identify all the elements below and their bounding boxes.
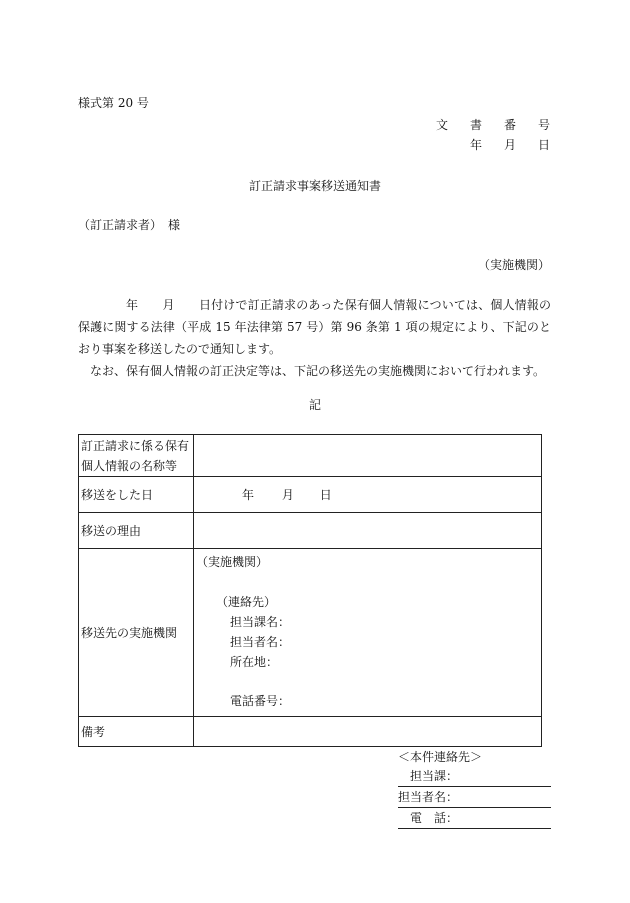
- contact-phone-line: [398, 809, 551, 829]
- issue-date: [470, 138, 550, 152]
- remarks-value: [194, 717, 542, 747]
- form-number: 様式第 20 号: [78, 96, 149, 110]
- table-row: [79, 549, 542, 717]
- table-row: [79, 477, 542, 513]
- document-number-char: 番: [503, 118, 516, 132]
- contact-person-label: 担当者名：: [398, 790, 459, 804]
- date-month: 月: [503, 138, 516, 152]
- transfer-date-month: 月: [281, 487, 294, 502]
- transfer-reason-value: [194, 513, 542, 549]
- contact-phone-label: 電 話：: [410, 811, 459, 825]
- addressee: （訂正請求者） 様: [78, 218, 181, 232]
- info-name-value: [194, 435, 542, 477]
- contact-section-line: [398, 767, 551, 787]
- document-number-char: 文: [436, 118, 449, 132]
- date-year: 年: [470, 138, 483, 152]
- ki-heading: 記: [308, 398, 321, 412]
- transfer-date-year: 年: [242, 487, 255, 502]
- destination-person-label: 担当者名：: [230, 635, 291, 649]
- body-paragraph-1: 年 月 日付けで訂正請求のあった保有個人情報については、個人情報の保護に関する法律（平成 15 年法律第 57 号）第 96 条第 1 項の規定により、下記のとおり事案を移送したので通知します。: [78, 298, 551, 356]
- document-number-char: 号: [537, 118, 550, 132]
- document-title: 訂正請求事案移送通知書: [248, 179, 381, 193]
- destination-contact-heading: （連絡先）: [216, 595, 277, 609]
- transfer-date-label: 移送をした日: [79, 477, 194, 513]
- destination-agency-name: （実施機関）: [196, 555, 269, 569]
- destination-address-label: 所在地：: [230, 655, 279, 669]
- contact-heading: ＜本件連絡先＞: [398, 750, 483, 764]
- destination-section-label: 担当課名：: [230, 615, 291, 629]
- destination-agency-value: [194, 549, 542, 717]
- destination-agency-label: 移送先の実施機関: [79, 549, 194, 717]
- table-row: [79, 717, 542, 747]
- destination-phone-label: 電話番号：: [230, 694, 291, 708]
- table-row: [79, 513, 542, 549]
- contact-person-line: [398, 788, 551, 808]
- transfer-date-day: 日: [319, 487, 332, 502]
- remarks-label: 備考: [79, 717, 194, 747]
- date-day: 日: [537, 138, 550, 152]
- sender-agency: （実施機関）: [477, 258, 550, 272]
- transfer-details-table: [78, 434, 542, 747]
- transfer-reason-label: 移送の理由: [79, 513, 194, 549]
- transfer-date-value: [194, 477, 542, 513]
- body-paragraph-2: なお、保有個人情報の訂正決定等は、下記の移送先の実施機関において行われます。: [90, 364, 546, 378]
- document-number: [436, 118, 550, 132]
- info-name-label: 訂正請求に係る保有個人情報の名称等: [79, 435, 194, 477]
- table-row: [79, 435, 542, 477]
- notice-body: [78, 294, 551, 382]
- contact-section-label: 担当課：: [410, 769, 459, 783]
- document-number-char: 書: [469, 118, 482, 132]
